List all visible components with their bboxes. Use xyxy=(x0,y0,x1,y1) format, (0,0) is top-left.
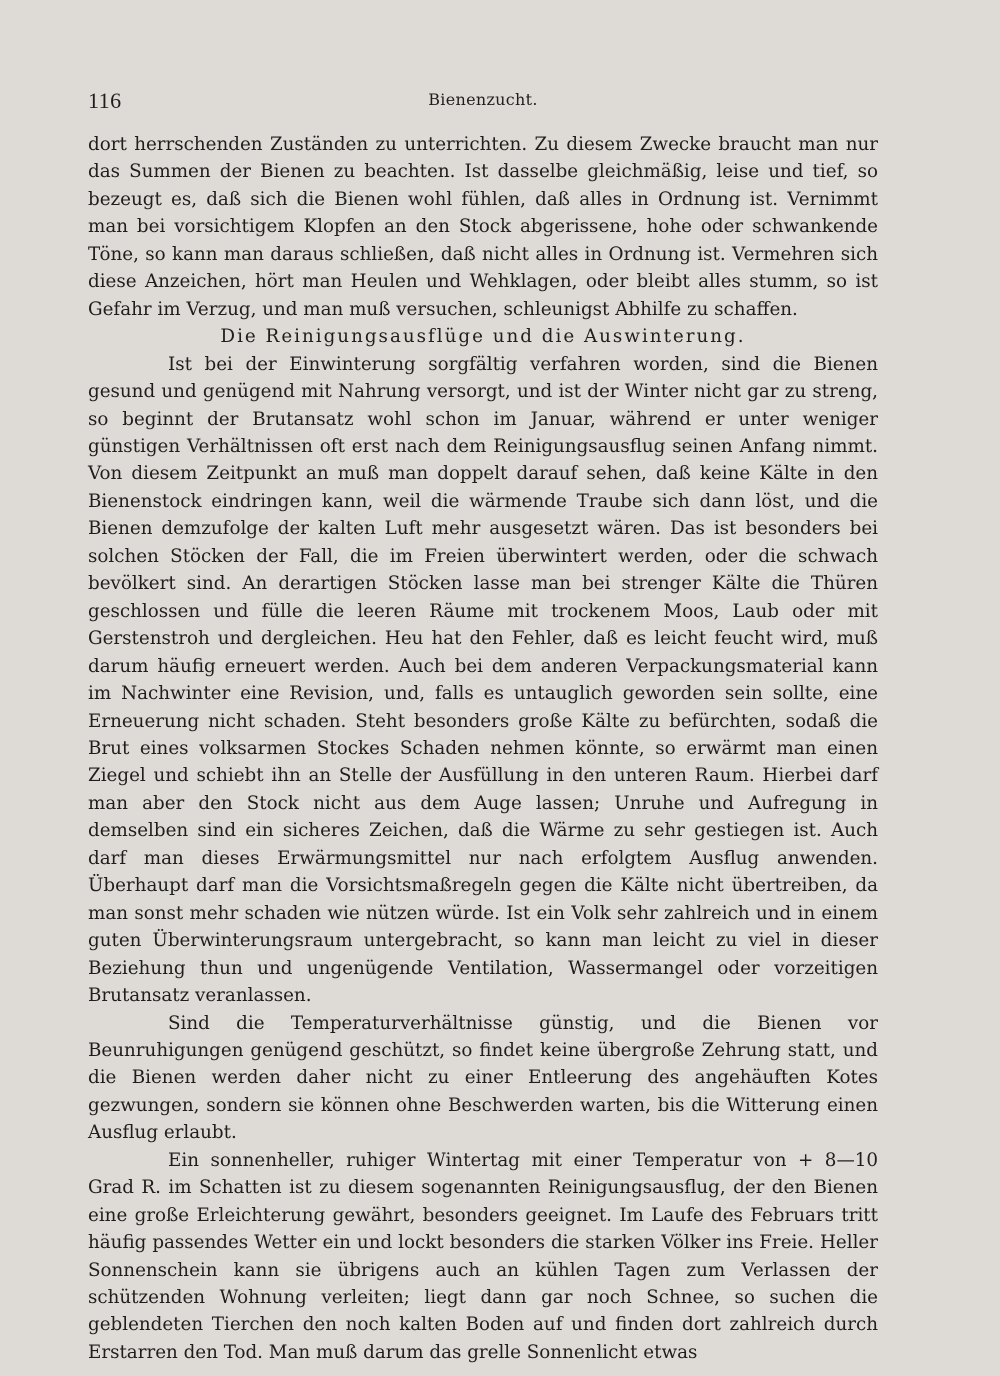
body-paragraph-1: Ist bei der Einwinterung sorgfältig verfahren worden, sind die Bienen gesund und genügend mit Nahrung versorgt, und ist der Winter nicht gar zu streng, so beginnt der Brutansatz wohl schon im Januar, während er unter weniger günstigen Verhältnissen oft erst nach dem Reinigungsausflug seinen Anfang nimmt. Von diesem Zeitpunkt an muß man doppelt darauf sehen, daß keine Kälte in den Bienenstock eindringen kann, weil die wärmende Traube sich dann löst, und die Bienen demzufolge der kalten Luft mehr ausgesetzt wären. Das ist besonders bei solchen Stöcken der Fall, die im Freien überwintert werden, oder die schwach bevölkert sind. An derartigen Stöcken lasse man bei strenger Kälte die Thüren geschlossen und fülle die leeren Räume mit trockenem Moos, Laub oder mit Gerstenstroh und dergleichen. Heu hat den Fehler, daß es leicht feucht wird, muß darum häufig erneuert werden. Auch bei dem anderen Verpackungsmaterial kann im Nachwinter eine Revision, und, falls es untauglich geworden sein sollte, eine Erneuerung nicht schaden. Steht besonders große Kälte zu befürchten, sodaß die Brut eines volksarmen Stockes Schaden nehmen könnte, so erwärmt man einen Ziegel und schiebt ihn an Stelle der Ausfüllung in den unteren Raum. Hierbei darf man aber den Stock nicht aus dem Auge lassen; Unruhe und Aufregung in demselben sind ein sicheres Zeichen, daß die Wärme zu sehr gestiegen ist. Auch darf man dieses Erwärmungsmittel nur nach erfolgtem Ausflug anwenden. Überhaupt darf man die Vorsichtsmaßregeln gegen die Kälte nicht übertreiben, da man sonst mehr schaden wie nützen würde. Ist ein Volk sehr zahlreich und in einem guten Überwinterungsraum untergebracht, so kann man leicht zu viel in dieser Beziehung thun und ungenügende Ventilation, Wassermangel oder vorzeitigen Brutansatz veranlassen. xyxy=(88,353,878,1007)
page-header xyxy=(88,88,878,118)
body-paragraph-2: Sind die Temperaturverhältnisse günstig, und die Bienen vor Beunruhigungen genügend geschützt, so findet keine übergroße Zehrung statt, und die Bienen werden daher nicht zu einer Entleerung des angehäuften Kotes gezwungen, sondern sie können ohne Beschwerden warten, bis die Witterung einen Ausflug erlaubt. xyxy=(88,1012,878,1144)
page-number: 116 xyxy=(88,88,122,113)
intro-paragraph: dort herrschenden Zuständen zu unterrichten. Zu diesem Zwecke braucht man nur das Summen der Bienen zu beachten. Ist dasselbe gleichmäßig, leise und tief, so bezeugt es, daß sich die Bienen wohl fühlen, daß alles in Ordnung ist. Vernimmt man bei vorsichtigem Klopfen an den Stock abgerissene, hohe oder schwankende Töne, so kann man daraus schließen, daß nicht alles in Ordnung ist. Vermehren sich diese Anzeichen, hört man Heulen und Wehklagen, oder bleibt alles stumm, so ist Gefahr im Verzug, und man muß versuchen, schleunigst Abhilfe zu schaffen. xyxy=(88,134,878,320)
body-paragraph-3: Ein sonnenheller, ruhiger Wintertag mit einer Temperatur von + 8—10 Grad R. im Schatten ist zu diesem sogenannten Reinigungsausflug, der den Bienen eine große Erleichterung gewährt, besonders geeignet. Im Laufe des Februars tritt häufig passendes Wetter ein und lockt besonders die starken Völker ins Freie. Heller Sonnenschein kann sie übrigens auch an kühlen Tagen zum Verlassen der schützenden Wohnung verleiten; liegt dann gar noch Schnee, so suchen die geblendeten Tierchen den noch kalten Boden auf und finden dort zahlreich durch Erstarren den Tod. Man muß darum das grelle Sonnenlicht etwas xyxy=(88,1149,878,1363)
section-heading: Die Reinigungsausflüge und die Auswinterung. xyxy=(220,326,746,348)
running-title: Bienenzucht. xyxy=(428,90,538,109)
page-body xyxy=(88,131,878,1366)
